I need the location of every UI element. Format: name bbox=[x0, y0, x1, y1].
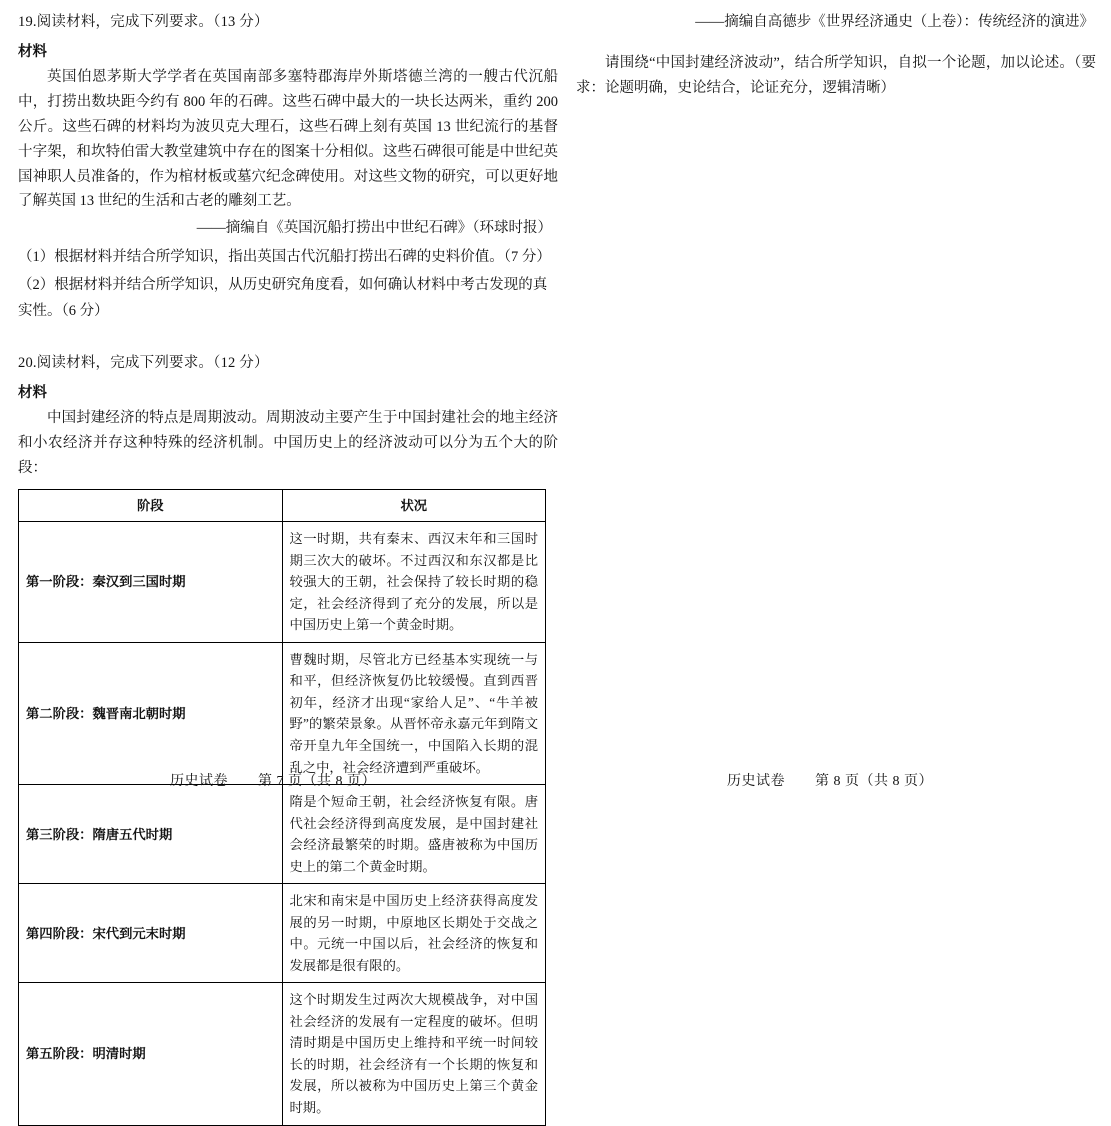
left-column bbox=[18, 0, 558, 1126]
table-cell-status: 这个时期发生过两次大规模战争，对中国社会经济的发展有一定程度的破坏。但明清时期是中国历史上维持和平统一时间较长的时期，社会经济有一个长期的恢复和发展，所以被称为中国历史上第三个黄金时期。 bbox=[282, 983, 546, 1125]
footer-right bbox=[727, 770, 933, 790]
question-20-material-label: 材料 bbox=[18, 384, 47, 401]
table-row bbox=[19, 983, 546, 1125]
table-cell-stage: 第一阶段：秦汉到三国时期 bbox=[19, 522, 283, 643]
question-20-source: ——摘编自高德步《世界经济通史（上卷）：传统经济的演进》 bbox=[695, 14, 1094, 30]
question-19-heading: 19.阅读材料，完成下列要求。（13 分） bbox=[18, 14, 269, 30]
table-header-row bbox=[19, 489, 546, 522]
table-cell-status: 隋是个短命王朝，社会经济恢复有限。唐代社会经济得到高度发展，是中国封建社会经济最繁荣的时期。盛唐被称为中国历史上的第二个黄金时期。 bbox=[282, 785, 546, 884]
question-19-block bbox=[18, 12, 558, 324]
table-cell-stage: 第四阶段：宋代到元末时期 bbox=[19, 884, 283, 983]
question-20-block bbox=[18, 353, 558, 1125]
question-19-source: ——摘编自《英国沉船打捞出中世纪石碑》（环球时报） bbox=[196, 220, 552, 237]
table-cell-stage: 第二阶段：魏晋南北朝时期 bbox=[19, 642, 283, 784]
question-spacer bbox=[18, 327, 558, 353]
question-20-instruction: 请围绕“中国封建经济波动”，结合所学知识，自拟一个论题，加以论述。（要求：论题明确，史论结合，论证充分，逻辑清晰） bbox=[576, 54, 1096, 96]
question-19-material-body: 英国伯恩茅斯大学学者在英国南部多塞特郡海岸外斯塔德兰湾的一艘古代沉船中，打捞出数块距今约有 800 年的石碑。这些石碑中最大的一块长达两米，重约 200 公斤。这些石碑的材料均为波贝克大理石，这些石碑上刻有英国 13 世纪流行的基督十字架，和坎特伯雷大教堂建筑中存在的图案十分相似。这些石碑很可能是中世纪英国神职人员准备的，作为棺材板或墓穴纪念碑使用。对这些文物的研究，可以更好地了解英国 13 世纪的生活和古老的雕刻工艺。 bbox=[18, 68, 558, 210]
question-19-material-label: 材料 bbox=[18, 43, 47, 60]
table-row bbox=[19, 884, 546, 983]
table-cell-stage: 第五阶段：明清时期 bbox=[19, 983, 283, 1125]
table-row bbox=[19, 785, 546, 884]
table-cell-stage: 第三阶段：隋唐五代时期 bbox=[19, 785, 283, 884]
footer-left-title: 历史试卷 bbox=[170, 774, 228, 789]
table-row bbox=[19, 522, 546, 643]
question-20-material-body: 中国封建经济的特点是周期波动。周期波动主要产生于中国封建社会的地主经济和小农经济并存这种特殊的经济机制。中国历史上的经济波动可以分为五个大的阶段： bbox=[18, 409, 558, 476]
table-cell-status: 曹魏时期，尽管北方已经基本实现统一与和平，但经济恢复仍比较缓慢。直到西晋初年，经济才出现“家给人足”、“牛羊被野”的繁荣景象。从晋怀帝永嘉元年到隋文帝开皇九年全国统一，中国陷入长期的混乱之中，社会经济遭到严重破坏。 bbox=[282, 642, 546, 784]
table-cell-status: 北宋和南宋是中国历史上经济获得高度发展的另一时期，中原地区长期处于交战之中。元统一中国以后，社会经济的恢复和发展都是很有限的。 bbox=[282, 884, 546, 983]
table-header-stage: 阶段 bbox=[19, 489, 283, 522]
question-19-sub-1: （1）根据材料并结合所学知识，指出英国古代沉船打捞出石碑的史料价值。（7 分） bbox=[18, 249, 551, 266]
table-cell-status: 这一时期，共有秦末、西汉末年和三国时期三次大的破坏。不过西汉和东汉都是比较强大的王朝，社会保持了较长时期的稳定，社会经济得到了充分的发展，所以是中国历史上第一个黄金时期。 bbox=[282, 522, 546, 643]
footer-right-title: 历史试卷 bbox=[727, 774, 785, 789]
footer-left bbox=[170, 770, 376, 790]
table-row bbox=[19, 642, 546, 784]
right-column bbox=[576, 0, 1096, 103]
footer-left-page: 第 7 页（共 8 页） bbox=[258, 774, 376, 789]
economic-phases-table bbox=[18, 489, 546, 1126]
footer-right-page: 第 8 页（共 8 页） bbox=[815, 774, 933, 789]
table-header-status: 状况 bbox=[282, 489, 546, 522]
question-20-heading: 20.阅读材料，完成下列要求。（12 分） bbox=[18, 355, 269, 372]
question-19-sub-2: （2）根据材料并结合所学知识，从历史研究角度看，如何确认材料中考古发现的真实性。（6 分） bbox=[18, 277, 548, 319]
